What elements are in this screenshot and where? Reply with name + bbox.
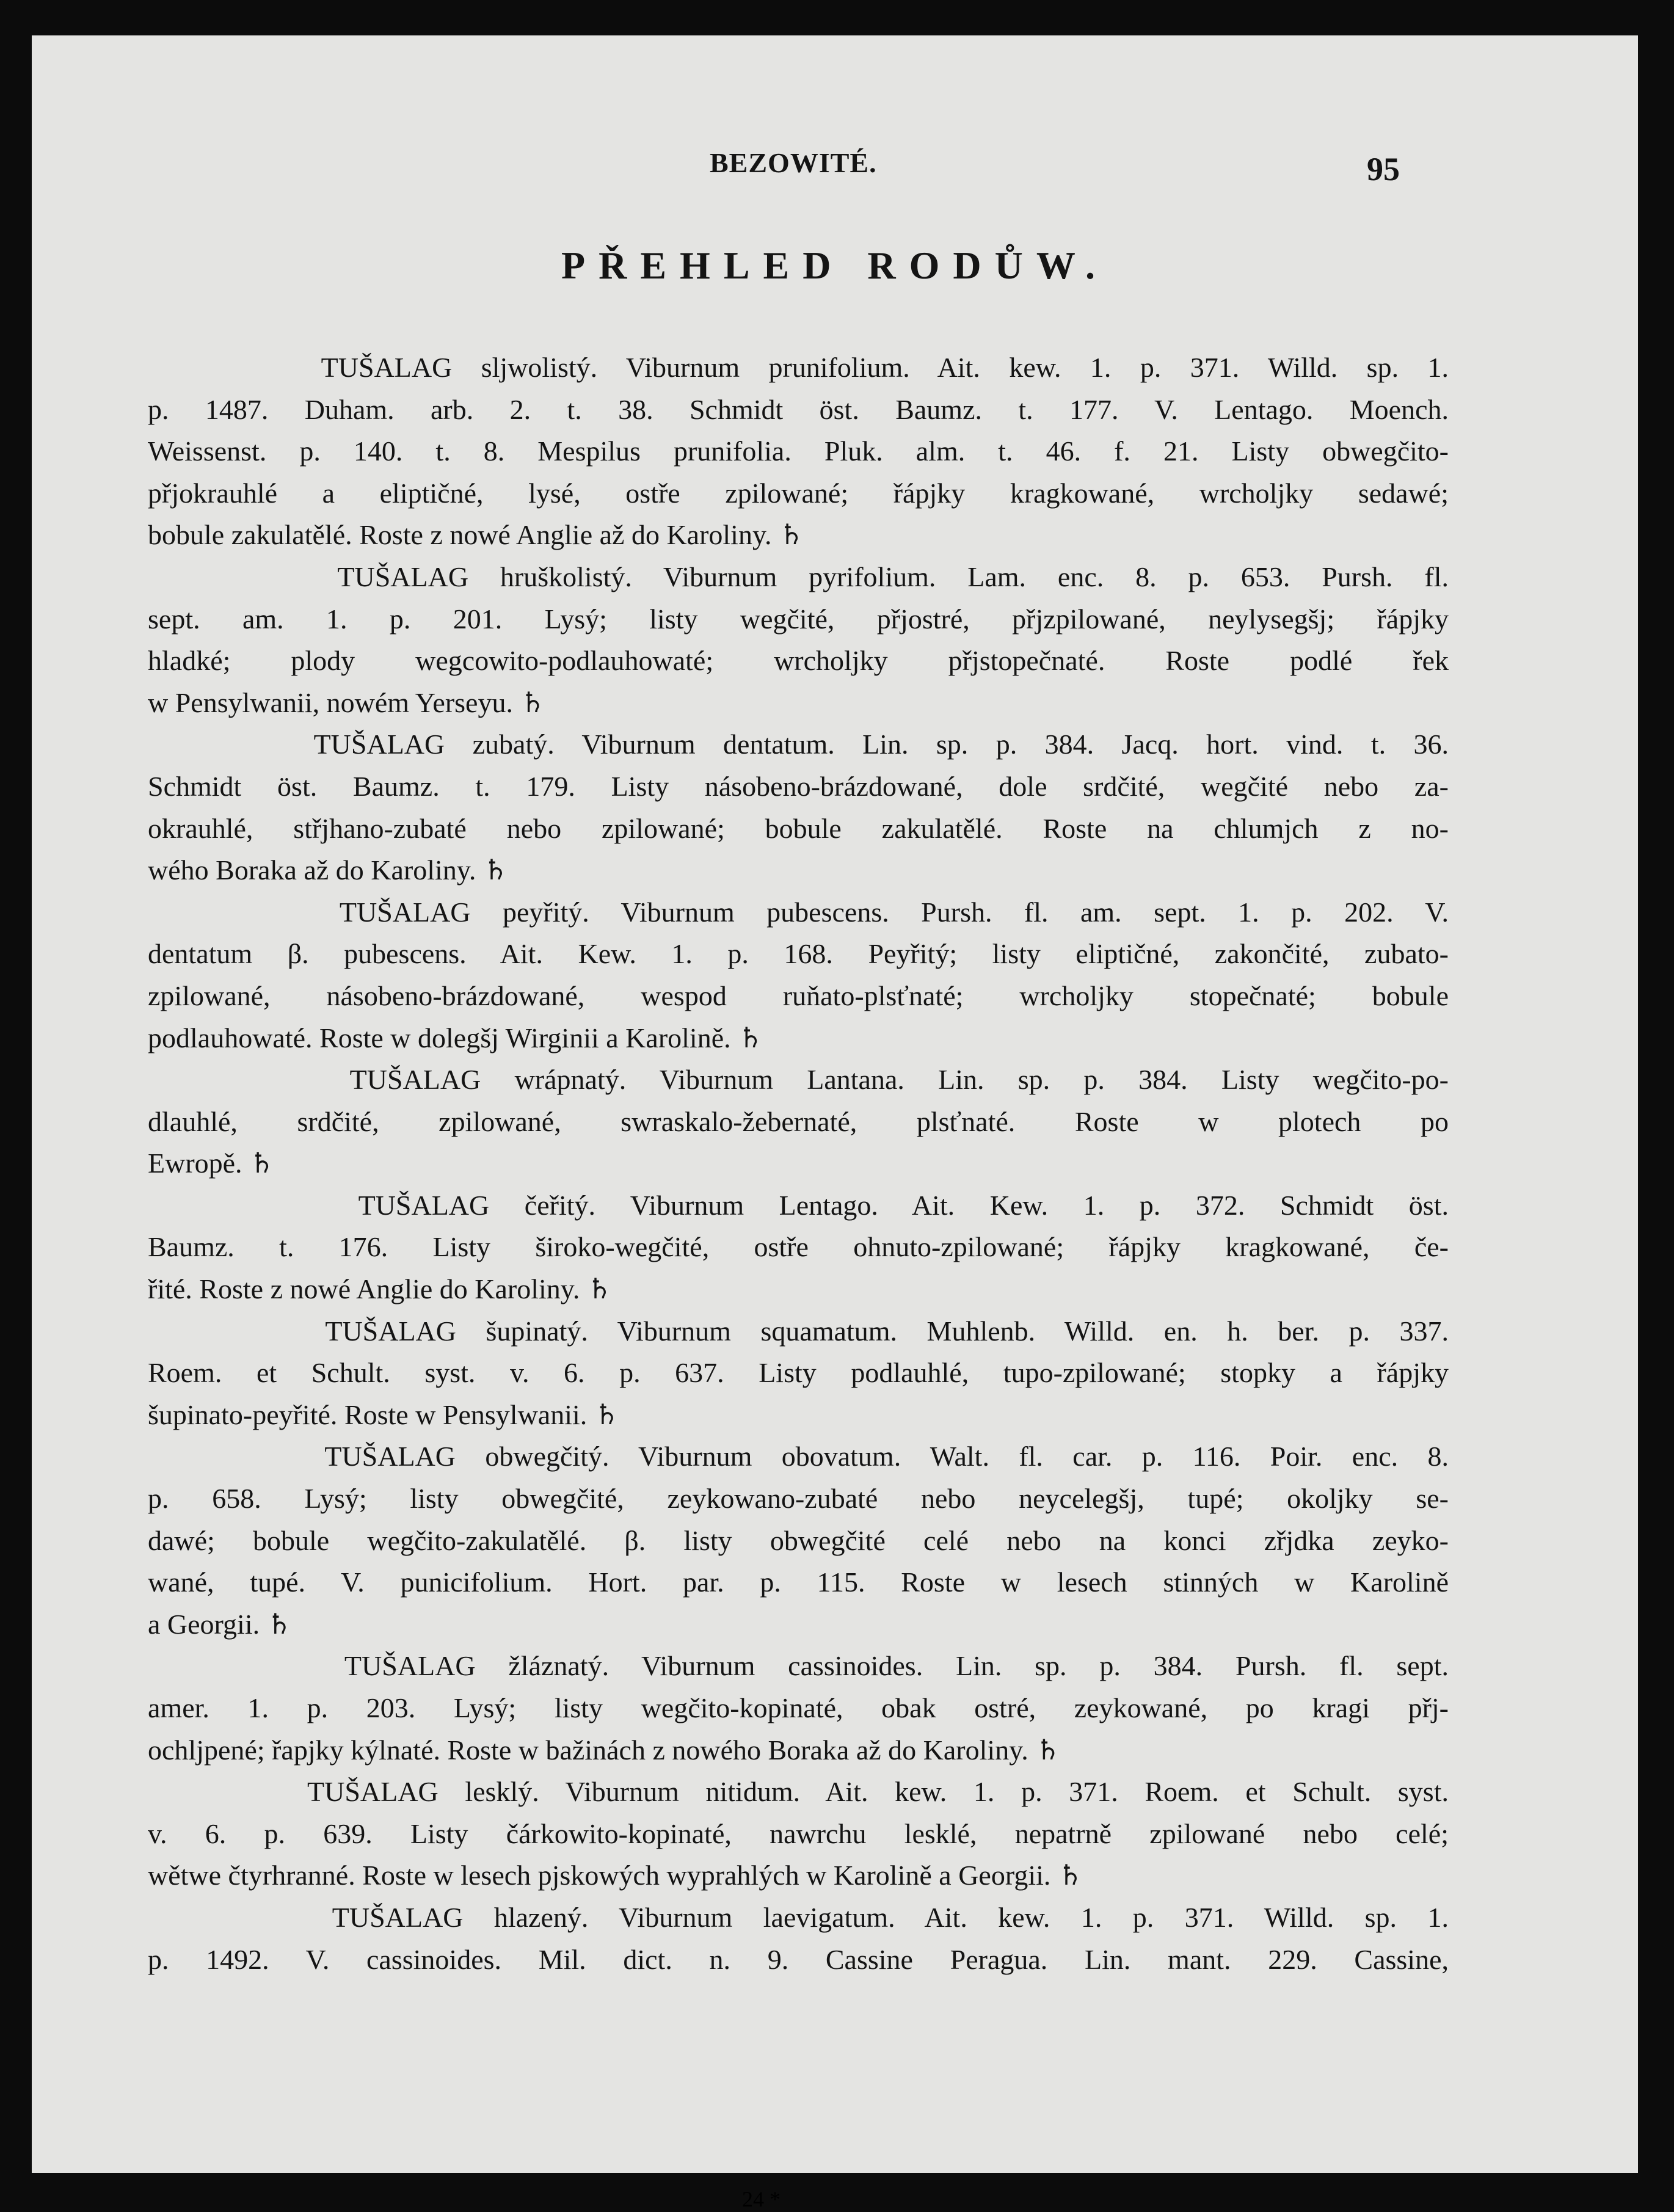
text-line: p. 1487. Duham. arb. 2. t. 38. Schmidt öst. Baumz. t. 177. V. Lentago. Moench. [148,393,1449,425]
text-line: TUŠALAG obwegčitý. Viburnum obovatum. Walt. fl. car. p. 116. Poir. enc. 8. [148,1441,1449,1472]
text-line: wané, tupé. V. punicifolium. Hort. par. p. 115. Roste w lesech stinných w Karolině [148,1566,1449,1598]
text-line: v. 6. p. 639. Listy čárkowito-kopinaté, nawrchu lesklé, nepatrně zpilowané nebo celé; [148,1817,1449,1849]
text-line: hladké; plody wegcowito-podlauhowaté; wrcholjky přjstopečnaté. Roste podlé řek [148,645,1449,677]
text-line: TUŠALAG hlazený. Viburnum laevigatum. Ait. kew. 1. p. 371. Willd. sp. 1. [148,1901,1449,1933]
text-line: okrauhlé, střjhano-zubaté nebo zpilowané; bobule zakulatělé. Roste na chlumjch z no- [148,812,1449,844]
text-line: řité. Roste z nowé Anglie do Karoliny. ♄ [148,1273,613,1305]
section-title: PŘEHLED RODŮW. [561,244,1108,287]
text-line: bobule zakulatělé. Roste z nowé Anglie až do Karoliny. ♄ [148,519,804,551]
text-line: Weissenst. p. 140. t. 8. Mespilus prunifolia. Pluk. alm. t. 46. f. 21. Listy obwegčito- [148,435,1449,467]
text-line: ochljpené; řapjky kýlnaté. Roste w bažinách z nowého Boraka až do Karoliny. ♄ [148,1734,1061,1766]
text-line: Schmidt öst. Baumz. t. 179. Listy násobeno-brázdowané, dole srdčité, wegčité nebo za- [148,770,1449,802]
text-line: TUŠALAG zubatý. Viburnum dentatum. Lin. sp. p. 384. Jacq. hort. vind. t. 36. [148,729,1449,760]
text-line: w Pensylwanii, nowém Yerseyu. ♄ [148,686,545,718]
text-line: dawé; bobule wegčito-zakulatělé. β. listy obwegčité celé nebo na konci zřjdka zeyko- [148,1524,1449,1556]
text-line: Roem. et Schult. syst. v. 6. p. 637. Listy podlauhlé, tupo-zpilowané; stopky a řápjky [148,1357,1449,1389]
text-line: přjokrauhlé a eliptičné, lysé, ostře zpilowané; řápjky kragkowané, wrcholjky sedawé; [148,477,1449,509]
text-line: TUŠALAG čeřitý. Viburnum Lentago. Ait. Kew. 1. p. 372. Schmidt öst. [148,1189,1449,1221]
text-line: p. 1492. V. cassinoides. Mil. dict. n. 9. Cassine Peragua. Lin. mant. 229. Cassine, [148,1943,1449,1975]
text-line: Ewropě. ♄ [148,1148,275,1179]
text-line: TUŠALAG wrápnatý. Viburnum Lantana. Lin. sp. p. 384. Listy wegčito-po- [148,1064,1449,1096]
text-line: a Georgii. ♄ [148,1608,292,1640]
text-line: zpilowané, násobeno-brázdowané, wespod ruňato-plsťnaté; wrcholjky stopečnaté; bobule [148,980,1449,1011]
text-line: dlauhlé, srdčité, zpilowané, swraskalo-žebernaté, plsťnaté. Roste w plotech po [148,1105,1449,1137]
text-line: TUŠALAG šupinatý. Viburnum squamatum. Muhlenb. Willd. en. h. ber. p. 337. [148,1315,1449,1347]
text-line: TUŠALAG žláznatý. Viburnum cassinoides. Lin. sp. p. 384. Pursh. fl. sept. [148,1650,1449,1682]
text-line: wětwe čtyrhranné. Roste w lesech pjskowých wyprahlých w Karolině a Georgii. ♄ [148,1860,1083,1891]
body-text [148,347,1449,1981]
text-line: amer. 1. p. 203. Lysý; listy wegčito-kopinaté, obak ostré, zeykowané, po kragi přj- [148,1692,1449,1723]
text-line: TUŠALAG peyřitý. Viburnum pubescens. Pursh. fl. am. sept. 1. p. 202. V. [148,896,1449,928]
running-title: BEZOWITÉ. [710,147,877,178]
text-line: wého Boraka až do Karoliny. ♄ [148,854,509,886]
text-line: sept. am. 1. p. 201. Lysý; listy wegčité, přjostré, přjzpilowané, neylysegšj; řápjky [148,603,1449,635]
signature-mark: 24 * [742,2187,781,2211]
page-number: 95 [1367,151,1400,187]
text-line: podlauhowaté. Roste w dolegšj Wirginii a Karolině. ♄ [148,1022,763,1053]
text-line: dentatum β. pubescens. Ait. Kew. 1. p. 168. Peyřitý; listy eliptičné, zakončité, zubato- [148,938,1449,970]
text-line: šupinato-peyřité. Roste w Pensylwanii. ♄ [148,1399,620,1430]
text-line: TUŠALAG sljwolistý. Viburnum prunifolium. Ait. kew. 1. p. 371. Willd. sp. 1. [148,352,1449,383]
text-line: p. 658. Lysý; listy obwegčité, zeykowano-zubaté nebo neycelegšj, tupé; okoljky se- [148,1483,1449,1515]
text-line: Baumz. t. 176. Listy široko-wegčité, ostře ohnuto-zpilowané; řápjky kragkowané, če- [148,1231,1449,1263]
book-page [32,35,1638,2173]
text-line: TUŠALAG lesklý. Viburnum nitidum. Ait. kew. 1. p. 371. Roem. et Schult. syst. [148,1776,1449,1808]
text-line: TUŠALAG hruškolistý. Viburnum pyrifolium. Lam. enc. 8. p. 653. Pursh. fl. [148,561,1449,592]
